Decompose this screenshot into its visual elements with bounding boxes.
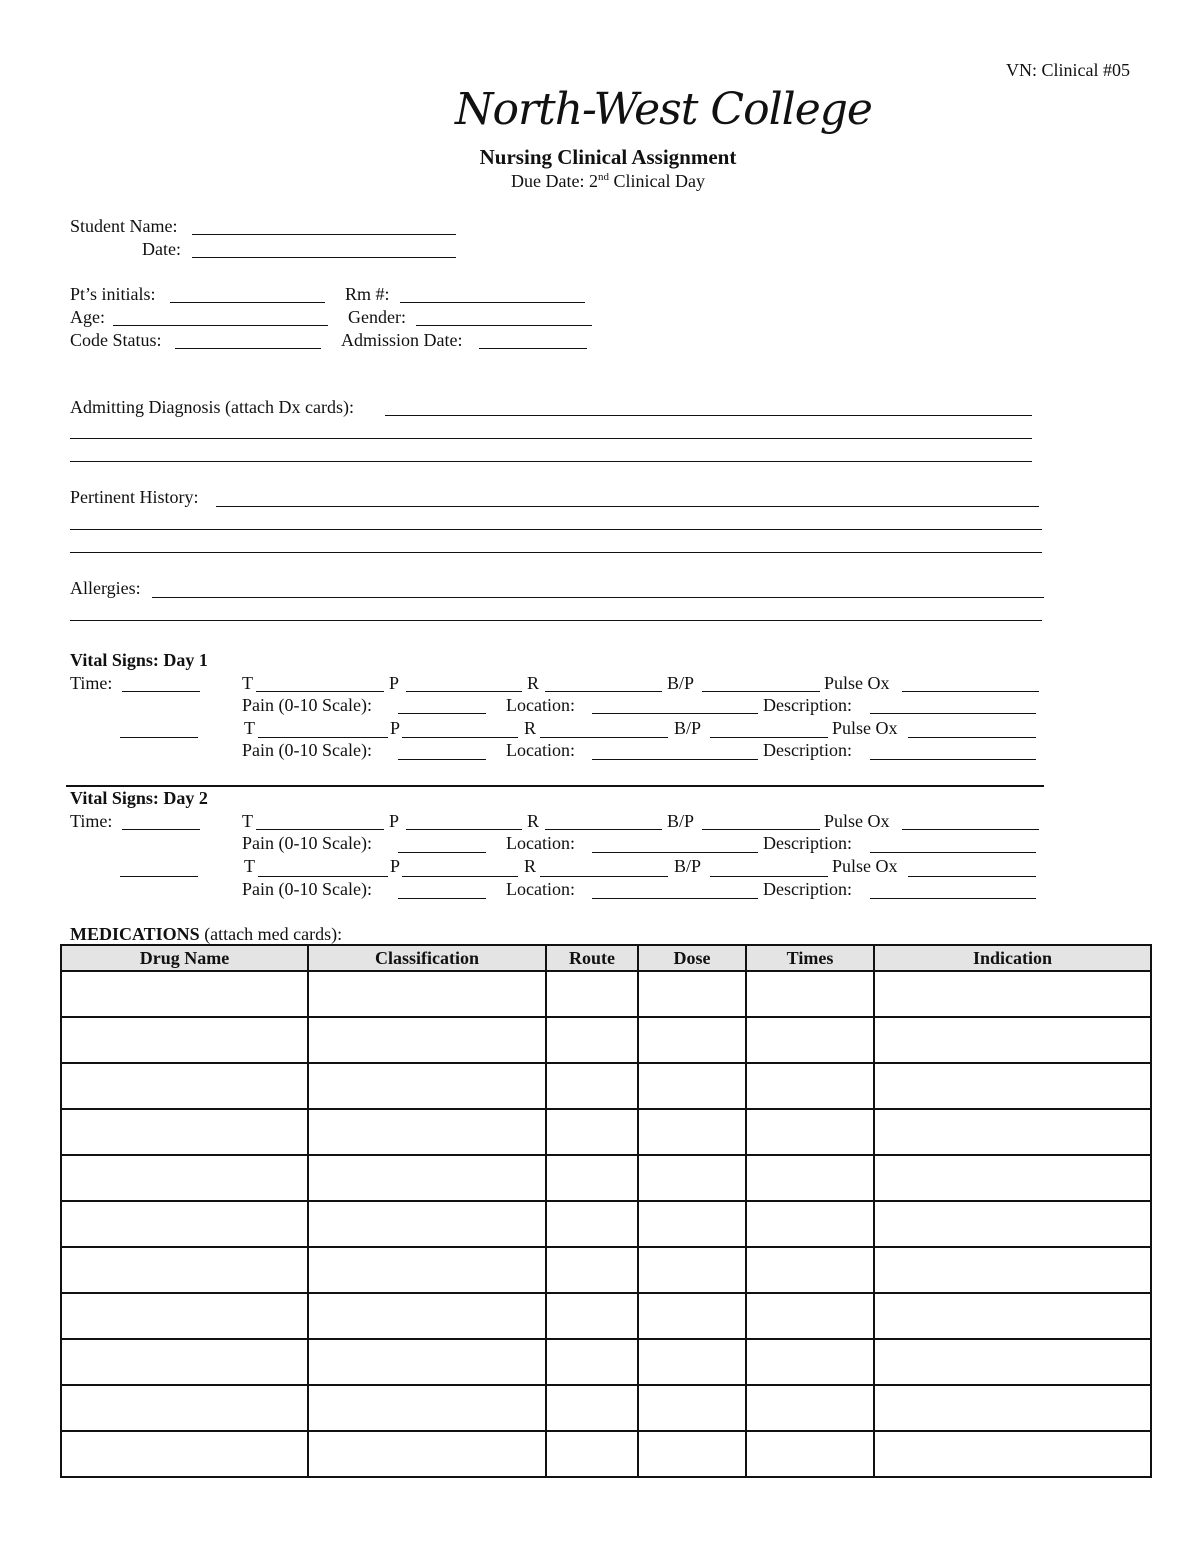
drug-name-cell[interactable] <box>61 971 308 1017</box>
time-label: Time: <box>70 811 113 831</box>
location-label: Location: <box>506 695 575 715</box>
admission-date-label: Admission Date: <box>341 330 463 350</box>
description-field[interactable] <box>870 759 1036 760</box>
bp-field[interactable] <box>702 691 820 692</box>
section-divider <box>66 785 1044 787</box>
classification-cell[interactable] <box>308 971 546 1017</box>
history-field[interactable] <box>216 506 1039 507</box>
pulse-ox-field[interactable] <box>908 876 1036 877</box>
medications-table <box>60 944 1152 1478</box>
time-field[interactable] <box>120 876 198 877</box>
description-label: Description: <box>763 879 852 899</box>
indication-cell[interactable] <box>874 1155 1151 1201</box>
pain-field[interactable] <box>398 898 486 899</box>
description-label: Description: <box>763 740 852 760</box>
temp-field[interactable] <box>258 737 388 738</box>
allergies-field-line[interactable] <box>70 620 1042 621</box>
student-name-label: Student Name: <box>70 216 178 236</box>
course-code: VN: Clinical #05 <box>1006 60 1130 80</box>
pulse-label: P <box>389 673 400 693</box>
pulse-ox-field[interactable] <box>902 829 1039 830</box>
times-cell[interactable] <box>746 1247 874 1293</box>
classification-cell[interactable] <box>308 1017 546 1063</box>
medications-note: (attach med cards): <box>199 924 343 944</box>
classification-cell[interactable] <box>308 1109 546 1155</box>
table-row <box>61 1385 1151 1431</box>
indication-cell[interactable] <box>874 1247 1151 1293</box>
dose-cell[interactable] <box>638 1155 746 1201</box>
pulse-field[interactable] <box>406 691 522 692</box>
diagnosis-field-line[interactable] <box>70 438 1032 439</box>
drug-name-cell[interactable] <box>61 1431 308 1477</box>
description-label: Description: <box>763 833 852 853</box>
route-cell[interactable] <box>546 1431 638 1477</box>
location-field[interactable] <box>592 759 758 760</box>
age-label: Age: <box>70 307 105 327</box>
table-row <box>61 1339 1151 1385</box>
pulse-field[interactable] <box>402 876 518 877</box>
temp-label: T <box>244 718 255 738</box>
times-cell[interactable] <box>746 1155 874 1201</box>
temp-label: T <box>244 856 255 876</box>
allergies-label: Allergies: <box>70 578 141 598</box>
location-field[interactable] <box>592 852 758 853</box>
drug-name-cell[interactable] <box>61 1201 308 1247</box>
route-cell[interactable] <box>546 1063 638 1109</box>
route-cell[interactable] <box>546 1247 638 1293</box>
location-field[interactable] <box>592 713 758 714</box>
classification-cell[interactable] <box>308 1431 546 1477</box>
drug-name-cell[interactable] <box>61 1063 308 1109</box>
table-row <box>61 1431 1151 1477</box>
time-field[interactable] <box>120 737 198 738</box>
indication-cell[interactable] <box>874 1201 1151 1247</box>
route-cell[interactable] <box>546 1109 638 1155</box>
table-row <box>61 1063 1151 1109</box>
dose-cell[interactable] <box>638 1247 746 1293</box>
resp-label: R <box>527 811 540 831</box>
pulse-ox-label: Pulse Ox <box>832 718 898 738</box>
age-field[interactable] <box>113 325 328 326</box>
date-field[interactable] <box>192 257 456 258</box>
route-cell[interactable] <box>546 1155 638 1201</box>
temp-field[interactable] <box>256 829 384 830</box>
indication-cell[interactable] <box>874 971 1151 1017</box>
pulse-label: P <box>390 718 401 738</box>
classification-cell[interactable] <box>308 1155 546 1201</box>
table-row <box>61 971 1151 1017</box>
due-date <box>0 172 1200 190</box>
date-label: Date: <box>142 239 181 259</box>
times-cell[interactable] <box>746 1293 874 1339</box>
student-name-field[interactable] <box>192 234 456 235</box>
pain-field[interactable] <box>398 713 486 714</box>
history-field-line[interactable] <box>70 529 1042 530</box>
dose-cell[interactable] <box>638 1293 746 1339</box>
location-label: Location: <box>506 833 575 853</box>
resp-field[interactable] <box>545 691 662 692</box>
resp-field[interactable] <box>540 876 668 877</box>
pain-label: Pain (0-10 Scale): <box>242 833 372 853</box>
history-label: Pertinent History: <box>70 487 199 507</box>
times-cell[interactable] <box>746 1431 874 1477</box>
classification-cell[interactable] <box>308 1385 546 1431</box>
table-row <box>61 1247 1151 1293</box>
dose-cell[interactable] <box>638 971 746 1017</box>
code-status-field[interactable] <box>175 348 321 349</box>
pain-label: Pain (0-10 Scale): <box>242 695 372 715</box>
classification-cell[interactable] <box>308 1293 546 1339</box>
route-cell[interactable] <box>546 1385 638 1431</box>
temp-label: T <box>242 673 253 693</box>
resp-field[interactable] <box>545 829 662 830</box>
resp-field[interactable] <box>540 737 668 738</box>
pulse-ox-field[interactable] <box>908 737 1036 738</box>
indication-cell[interactable] <box>874 1109 1151 1155</box>
drug-name-cell[interactable] <box>61 1339 308 1385</box>
dose-cell[interactable] <box>638 1201 746 1247</box>
times-cell[interactable] <box>746 1385 874 1431</box>
route-cell[interactable] <box>546 971 638 1017</box>
bp-label: B/P <box>674 856 702 876</box>
column-header-times: Times <box>746 945 874 971</box>
indication-cell[interactable] <box>874 1339 1151 1385</box>
pulse-field[interactable] <box>406 829 522 830</box>
pulse-ox-label: Pulse Ox <box>824 811 890 831</box>
location-label: Location: <box>506 879 575 899</box>
gender-field[interactable] <box>416 325 592 326</box>
drug-name-cell[interactable] <box>61 1155 308 1201</box>
pain-label: Pain (0-10 Scale): <box>242 879 372 899</box>
column-header-route: Route <box>546 945 638 971</box>
description-field[interactable] <box>870 852 1036 853</box>
pulse-ox-label: Pulse Ox <box>832 856 898 876</box>
route-cell[interactable] <box>546 1201 638 1247</box>
column-header-dose: Dose <box>638 945 746 971</box>
diagnosis-field[interactable] <box>385 415 1032 416</box>
bp-label: B/P <box>674 718 702 738</box>
route-cell[interactable] <box>546 1339 638 1385</box>
dose-cell[interactable] <box>638 1385 746 1431</box>
description-field[interactable] <box>870 713 1036 714</box>
table-row <box>61 1109 1151 1155</box>
bp-field[interactable] <box>710 737 828 738</box>
time-field[interactable] <box>122 829 200 830</box>
dose-cell[interactable] <box>638 1017 746 1063</box>
temp-field[interactable] <box>258 876 388 877</box>
drug-name-cell[interactable] <box>61 1017 308 1063</box>
classification-cell[interactable] <box>308 1063 546 1109</box>
pain-field[interactable] <box>398 852 486 853</box>
pulse-label: P <box>389 811 400 831</box>
location-field[interactable] <box>592 898 758 899</box>
bp-label: B/P <box>667 673 695 693</box>
temp-label: T <box>242 811 253 831</box>
table-header-row <box>61 945 1151 971</box>
table-row <box>61 1201 1151 1247</box>
page-title: Nursing Clinical Assignment <box>479 145 737 169</box>
route-cell[interactable] <box>546 1293 638 1339</box>
description-field[interactable] <box>870 898 1036 899</box>
indication-cell[interactable] <box>874 1431 1151 1477</box>
location-label: Location: <box>506 740 575 760</box>
drug-name-cell[interactable] <box>61 1109 308 1155</box>
dose-cell[interactable] <box>638 1109 746 1155</box>
bp-field[interactable] <box>710 876 828 877</box>
indication-cell[interactable] <box>874 1293 1151 1339</box>
pulse-ox-label: Pulse Ox <box>824 673 890 693</box>
vitals-day2-title: Vital Signs: Day 2 <box>70 788 208 808</box>
route-cell[interactable] <box>546 1017 638 1063</box>
allergies-field[interactable] <box>152 597 1044 598</box>
due-date-prefix: Due Date: 2 <box>511 171 598 191</box>
times-cell[interactable] <box>746 1109 874 1155</box>
resp-label: R <box>524 718 537 738</box>
vitals-day1-title: Vital Signs: Day 1 <box>70 650 208 670</box>
medications-title: MEDICATIONS <box>70 924 200 944</box>
drug-name-cell[interactable] <box>61 1247 308 1293</box>
pt-initials-field[interactable] <box>170 302 325 303</box>
pulse-ox-field[interactable] <box>902 691 1039 692</box>
history-field-line[interactable] <box>70 552 1042 553</box>
due-date-suffix: Clinical Day <box>608 171 705 191</box>
code-status-label: Code Status: <box>70 330 162 350</box>
indication-cell[interactable] <box>874 1017 1151 1063</box>
pain-field[interactable] <box>398 759 486 760</box>
table-row <box>61 1293 1151 1339</box>
pain-label: Pain (0-10 Scale): <box>242 740 372 760</box>
table-row <box>61 1017 1151 1063</box>
times-cell[interactable] <box>746 1063 874 1109</box>
column-header-indication: Indication <box>874 945 1151 971</box>
drug-name-cell[interactable] <box>61 1293 308 1339</box>
drug-name-cell[interactable] <box>61 1385 308 1431</box>
dose-cell[interactable] <box>638 1339 746 1385</box>
diagnosis-field-line[interactable] <box>70 461 1032 462</box>
dose-cell[interactable] <box>638 1431 746 1477</box>
room-field[interactable] <box>400 302 585 303</box>
bp-label: B/P <box>667 811 695 831</box>
pulse-label: P <box>390 856 401 876</box>
times-cell[interactable] <box>746 971 874 1017</box>
pt-initials-label: Pt’s initials: <box>70 284 156 304</box>
classification-cell[interactable] <box>308 1201 546 1247</box>
due-date-sup: nd <box>597 171 609 183</box>
room-label: Rm #: <box>345 284 390 304</box>
medications-heading <box>70 925 342 943</box>
column-header-classification: Classification <box>308 945 546 971</box>
table-row <box>61 1155 1151 1201</box>
classification-cell[interactable] <box>308 1247 546 1293</box>
time-field[interactable] <box>122 691 200 692</box>
description-label: Description: <box>763 695 852 715</box>
resp-label: R <box>527 673 540 693</box>
resp-label: R <box>524 856 537 876</box>
classification-cell[interactable] <box>308 1339 546 1385</box>
bp-field[interactable] <box>702 829 820 830</box>
diagnosis-label: Admitting Diagnosis (attach Dx cards): <box>70 397 354 417</box>
college-logo: North-West College <box>455 84 872 135</box>
time-label: Time: <box>70 673 113 693</box>
gender-label: Gender: <box>348 307 406 327</box>
times-cell[interactable] <box>746 1017 874 1063</box>
times-cell[interactable] <box>746 1339 874 1385</box>
dose-cell[interactable] <box>638 1063 746 1109</box>
column-header-drug-name: Drug Name <box>61 945 308 971</box>
indication-cell[interactable] <box>874 1063 1151 1109</box>
admission-date-field[interactable] <box>479 348 587 349</box>
temp-field[interactable] <box>256 691 384 692</box>
indication-cell[interactable] <box>874 1385 1151 1431</box>
pulse-field[interactable] <box>402 737 518 738</box>
times-cell[interactable] <box>746 1201 874 1247</box>
